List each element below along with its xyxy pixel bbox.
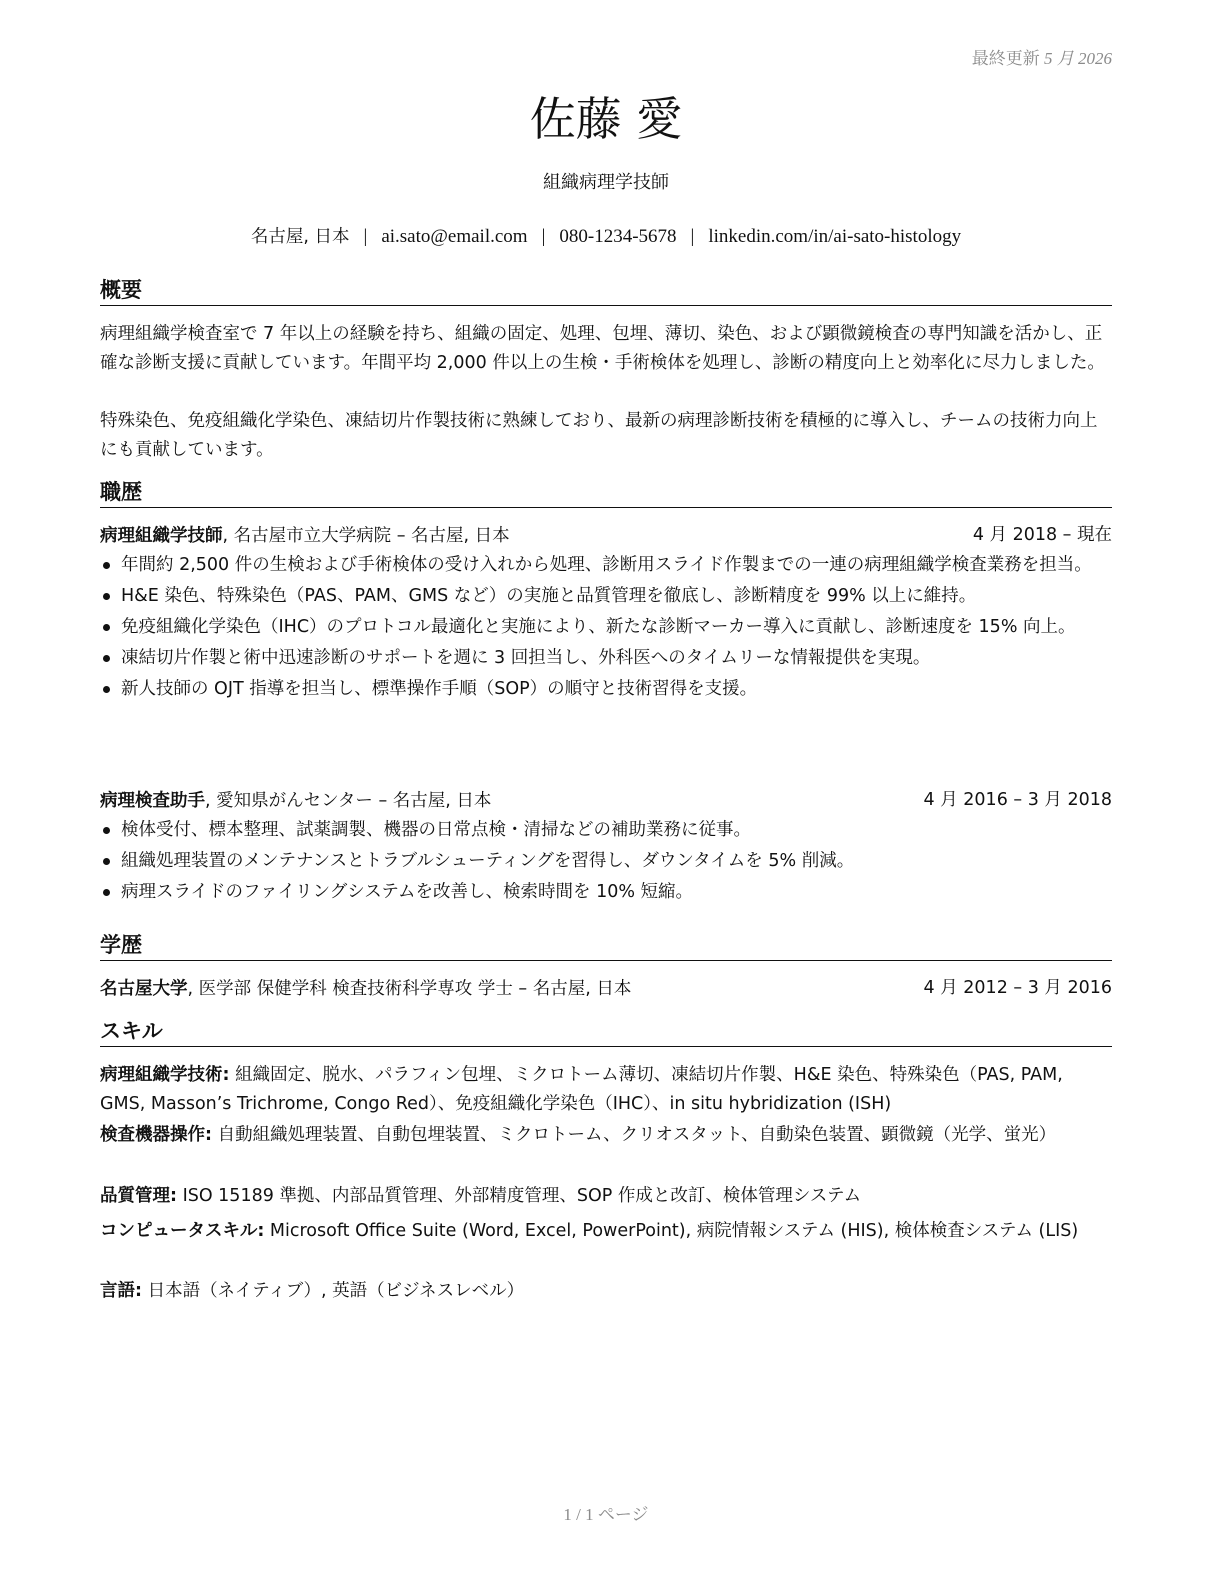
contact-email[interactable]: ai.sato@email.com: [381, 226, 528, 247]
section-title-education: 学歴: [100, 931, 1112, 961]
skill-key: 病理組織学技術:: [100, 1065, 230, 1085]
list-item: 病理スライドのファイリングシステムを改善し、検索時間を 10% 短縮。: [100, 878, 1112, 907]
bullet-icon: [103, 655, 110, 662]
candidate-role: 組織病理学技師: [543, 172, 669, 193]
skill-row: [100, 1121, 1112, 1150]
skill-value: 日本語（ネイティブ）, 英語（ビジネスレベル）: [142, 1281, 525, 1301]
last-updated: 最終更新 5 月 2026: [971, 49, 1112, 68]
list-item: 年間約 2,500 件の生検および手術検体の受け入れから処理、診断用スライド作製までの一連の病理組織学検査業務を担当。: [100, 551, 1112, 580]
education-dates: 4 月 2012 – 3 月 2016: [923, 978, 1112, 998]
list-item: 免疫組織化学染色（IHC）のプロトコル最適化と実施により、新たな診断マーカー導入に貢献し、診断速度を 15% 向上。: [100, 613, 1112, 642]
contact-separator: |: [690, 226, 695, 247]
summary-paragraph: 特殊染色、免疫組織化学染色、凍結切片作製技術に熟練しており、最新の病理診断技術を積極的に導入し、チームの技術力向上にも貢献しています。: [100, 411, 1098, 460]
skill-key: 検査機器操作:: [100, 1125, 212, 1145]
skill-row: [100, 1061, 1112, 1119]
job-dates: 4 月 2016 – 3 月 2018: [923, 790, 1112, 810]
list-item: 検体受付、標本整理、試薬調製、機器の日常点検・清掃などの補助業務に従事。: [100, 816, 1112, 845]
bullet-icon: [103, 562, 110, 569]
bullet-icon: [103, 686, 110, 693]
job-title: 病理組織学技師: [100, 526, 223, 546]
bullet-icon: [103, 827, 110, 834]
skill-value: Microsoft Office Suite (Word, Excel, PowerPoint), 病院情報システム (HIS), 検体検査システム (LIS): [264, 1221, 1079, 1241]
job-bullets: [100, 816, 1112, 909]
list-item: 凍結切片作製と術中迅速診断のサポートを週に 3 回担当し、外科医へのタイムリーな情報提供を実現。: [100, 644, 1112, 673]
skill-value: 自動組織処理装置、自動包埋装置、ミクロトーム、クリオスタット、自動染色装置、顕微鏡（光学、蛍光）: [212, 1125, 1057, 1145]
skill-key: 品質管理:: [100, 1186, 177, 1206]
summary-paragraph: 病理組織学検査室で 7 年以上の経験を持ち、組織の固定、処理、包埋、薄切、染色、および顕微鏡検査の専門知識を活かし、正確な診断支援に貢献しています。年間平均 2,000 件以上の生検・手術検体を処理し、診断の精度向上と効率化に尽力しました。: [100, 324, 1105, 373]
bullet-icon: [103, 889, 110, 896]
job-dates: 4 月 2018 – 現在: [972, 525, 1112, 545]
skill-row: [100, 1277, 1112, 1306]
list-item: H&E 染色、特殊染色（PAS、PAM、GMS など）の実施と品質管理を徹底し、診断精度を 99% 以上に維持。: [100, 582, 1112, 611]
section-title-summary: 概要: [100, 276, 1112, 306]
job-org: , 名古屋市立大学病院 – 名古屋, 日本: [222, 526, 510, 546]
list-item: 組織処理装置のメンテナンスとトラブルシューティングを習得し、ダウンタイムを 5% 削減。: [100, 847, 1112, 876]
skill-row: [100, 1182, 1112, 1211]
section-title-skills: スキル: [100, 1017, 1112, 1047]
candidate-name: 佐藤 愛: [529, 92, 683, 146]
job-org: , 愛知県がんセンター – 名古屋, 日本: [205, 791, 492, 811]
resume-page: [100, 0, 1112, 1584]
skill-key: コンピュータスキル:: [100, 1221, 265, 1241]
section-title-experience: 職歴: [100, 478, 1112, 508]
contact-location: 名古屋, 日本: [250, 227, 350, 247]
page-number: 1 / 1 ページ: [563, 1505, 649, 1524]
contact-line: [100, 224, 1112, 250]
contact-phone[interactable]: 080-1234-5678: [559, 226, 677, 247]
skill-value: ISO 15189 準拠、内部品質管理、外部精度管理、SOP 作成と改訂、検体管理システム: [177, 1186, 862, 1206]
skill-key: 言語:: [100, 1281, 142, 1301]
contact-separator: |: [363, 226, 368, 247]
contact-linkedin[interactable]: linkedin.com/in/ai-sato-histology: [708, 226, 962, 247]
contact-separator: |: [541, 226, 546, 247]
list-item: 新人技師の OJT 指導を担当し、標準操作手順（SOP）の順守と技術習得を支援。: [100, 675, 1112, 704]
job-bullets: [100, 551, 1112, 706]
school-name: 名古屋大学: [100, 979, 188, 999]
degree-detail: , 医学部 保健学科 検査技術科学専攻 学士 – 名古屋, 日本: [187, 979, 632, 999]
skill-row: [100, 1217, 1112, 1246]
job-title: 病理検査助手: [100, 791, 205, 811]
bullet-icon: [103, 858, 110, 865]
bullet-icon: [103, 624, 110, 631]
skill-value: 組織固定、脱水、パラフィン包埋、ミクロトーム薄切、凍結切片作製、H&E 染色、特殊染色（PAS, PAM, GMS, Masson’s Trichrome, Congo Red）、免疫組織化学染色（IHC）、in situ hybridization (ISH): [100, 1065, 1063, 1114]
bullet-icon: [103, 593, 110, 600]
